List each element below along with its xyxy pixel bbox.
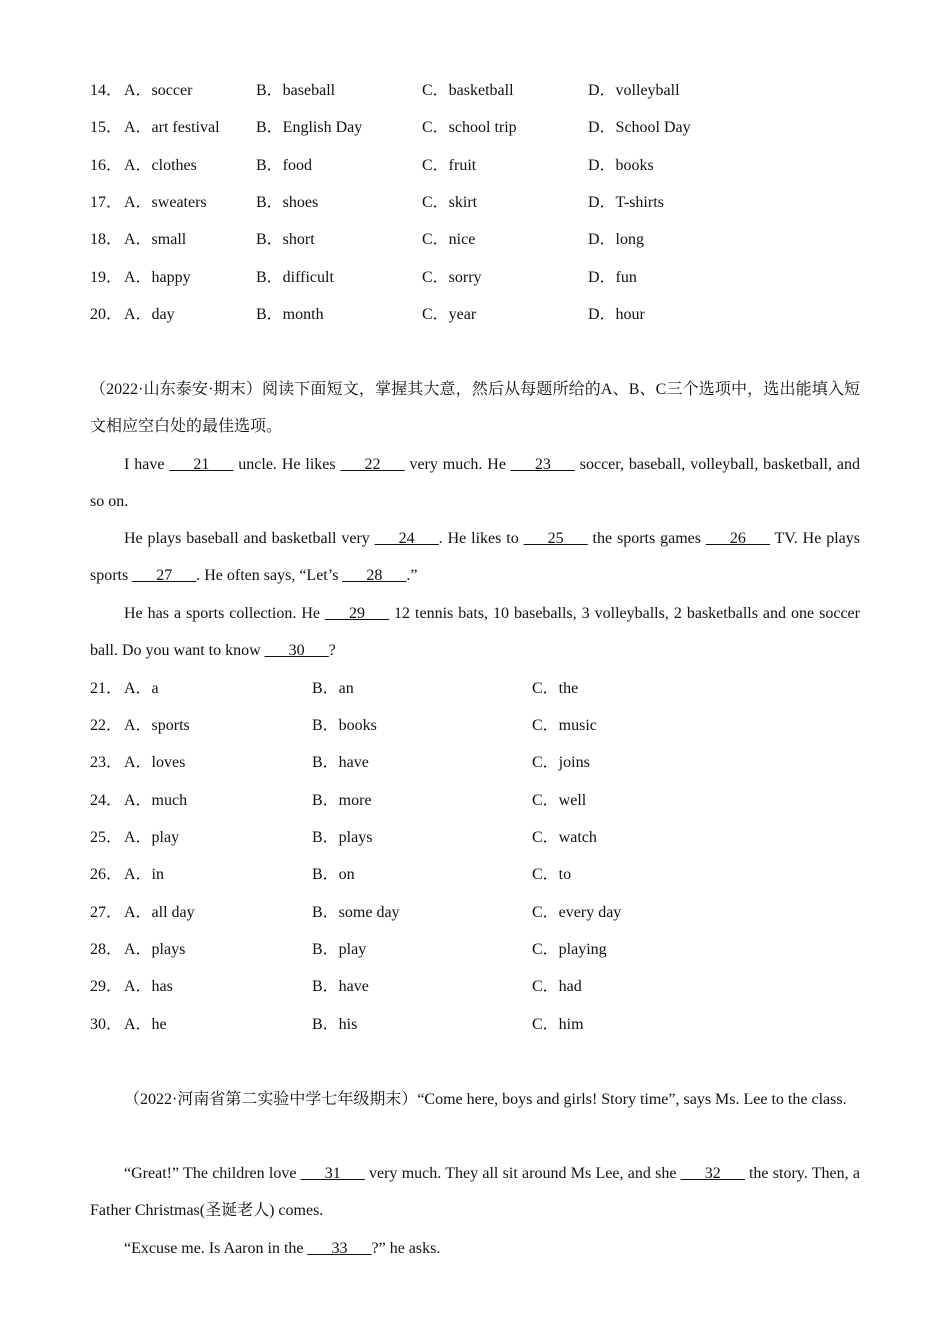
option-b: B．more: [312, 792, 372, 809]
option-a: A．play: [124, 829, 180, 846]
option-a: A．soccer: [124, 82, 193, 99]
option-c: C．year: [422, 306, 477, 323]
text: 12 tennis bats, 10 baseballs, 3 volleyballs, 2 basketballs and one soccer ball. Do you want to know: [90, 605, 860, 660]
option-b: B．his: [312, 1016, 358, 1033]
option-c: C．joins: [532, 754, 590, 771]
option-b: B．difficult: [256, 269, 334, 286]
passage-paragraph: [90, 446, 860, 521]
passage-intro: （2022·河南省第二实验中学七年级期末）“Come here, boys and girls! Story time”, says Ms. Lee to the class.: [124, 1091, 847, 1108]
option-c: C．nice: [422, 231, 476, 248]
option-b: B．month: [256, 306, 324, 323]
option-c: C．sorry: [422, 269, 482, 286]
text: .”: [406, 567, 418, 585]
blank-33: ___33___: [307, 1240, 372, 1257]
text: ?: [328, 642, 336, 660]
question-number: 20．: [90, 306, 123, 323]
text: . He often says, “Let’s: [196, 567, 343, 585]
option-a: A．sweaters: [124, 194, 207, 211]
text: He has a sports collection. He: [124, 605, 326, 622]
option-d: D．long: [588, 231, 645, 248]
question-number: 14．: [90, 82, 123, 99]
option-a: A．small: [124, 231, 187, 248]
option-c: C．skirt: [422, 194, 478, 211]
question-number: 21．: [90, 680, 123, 697]
question-number: 18．: [90, 231, 123, 248]
question-number: 29．: [90, 978, 123, 995]
option-d: D．hour: [588, 306, 645, 323]
option-a: A．all day: [124, 904, 195, 921]
blank-30: ___30___: [264, 642, 329, 660]
blank-29: ___29___: [325, 605, 390, 622]
text: soccer, baseball, volleyball, basketball, and so on.: [90, 456, 861, 511]
option-a: A．has: [124, 978, 173, 995]
option-b: B．books: [312, 717, 377, 734]
blank-31: ___31___: [300, 1165, 365, 1182]
option-c: C．the: [532, 680, 579, 697]
blank-25: ___25___: [523, 530, 588, 547]
option-c: C．basketball: [422, 82, 514, 99]
option-a: A．much: [124, 792, 188, 809]
text: I have: [124, 456, 170, 473]
blank-28: ___28___: [342, 567, 407, 585]
option-d: D．volleyball: [588, 82, 680, 99]
text: “Great!” The children love: [124, 1165, 301, 1182]
question-number: 26．: [90, 866, 123, 883]
passage-paragraph: [90, 1155, 860, 1230]
option-c: C．fruit: [422, 157, 477, 174]
question-number: 16．: [90, 157, 123, 174]
option-b: B．some day: [312, 904, 400, 921]
option-b: B．short: [256, 231, 315, 248]
option-c: C．school trip: [422, 119, 517, 136]
option-a: A．in: [124, 866, 165, 883]
option-c: C．him: [532, 1016, 584, 1033]
option-a: A．clothes: [124, 157, 197, 174]
option-c: C．playing: [532, 941, 607, 958]
text: TV. He plays sports: [90, 530, 860, 585]
option-d: D．books: [588, 157, 654, 174]
blank-27: ___27___: [132, 567, 197, 585]
option-b: B．an: [312, 680, 354, 697]
option-c: C．well: [532, 792, 587, 809]
option-a: A．a: [124, 680, 159, 697]
option-c: C．watch: [532, 829, 597, 846]
text: He plays baseball and basketball very: [124, 530, 375, 547]
question-number: 30．: [90, 1016, 123, 1033]
blank-21: ___21___: [169, 456, 234, 473]
option-b: B．plays: [312, 829, 373, 846]
option-a: A．sports: [124, 717, 190, 734]
option-b: B．play: [312, 941, 367, 958]
text: uncle. He likes: [233, 456, 341, 473]
text: ?” he asks.: [371, 1240, 441, 1257]
option-b: B．English Day: [256, 119, 363, 136]
passage-paragraph: [90, 520, 860, 595]
passage-intro: （2022·山东泰安·期末）阅读下面短文，掌握其大意，然后从每题所给的A、B、C三个选项中，选出能填入短文相应空白处的最佳选项。: [90, 381, 860, 436]
option-a: A．happy: [124, 269, 191, 286]
option-b: B．on: [312, 866, 355, 883]
option-a: A．loves: [124, 754, 186, 771]
question-number: 24．: [90, 792, 123, 809]
option-b: B．have: [312, 754, 369, 771]
text: “Excuse me. Is Aaron in the: [124, 1240, 308, 1257]
option-c: C．every day: [532, 904, 622, 921]
option-a: A．art festival: [124, 119, 220, 136]
text: the story. Then, a Father Christmas(圣诞老人) comes.: [90, 1165, 860, 1220]
option-a: A．he: [124, 1016, 167, 1033]
question-number: 27．: [90, 904, 123, 921]
option-d: D．T-shirts: [588, 194, 664, 211]
option-b: B．food: [256, 157, 313, 174]
question-number: 25．: [90, 829, 123, 846]
question-number: 28．: [90, 941, 123, 958]
passage-paragraph: [90, 595, 860, 670]
text: very much. He: [404, 456, 511, 473]
question-number: 23．: [90, 754, 123, 771]
option-a: A．plays: [124, 941, 186, 958]
question-number: 15．: [90, 119, 123, 136]
blank-23: ___23___: [510, 456, 575, 473]
question-number: 19．: [90, 269, 123, 286]
blank-22: ___22___: [340, 456, 405, 473]
option-d: D．School Day: [588, 119, 691, 136]
blank-32: ___32___: [680, 1165, 745, 1182]
question-number: 17．: [90, 194, 123, 211]
option-c: C．music: [532, 717, 597, 734]
text: very much. They all sit around Ms Lee, and she: [364, 1165, 681, 1182]
passage-paragraph: [90, 1230, 860, 1267]
text: . He likes to: [438, 530, 524, 547]
option-b: B．baseball: [256, 82, 336, 99]
option-c: C．to: [532, 866, 572, 883]
option-b: B．shoes: [256, 194, 319, 211]
option-a: A．day: [124, 306, 175, 323]
option-d: D．fun: [588, 269, 637, 286]
option-b: B．have: [312, 978, 369, 995]
blank-24: ___24___: [374, 530, 439, 547]
text: the sports games: [587, 530, 706, 547]
option-c: C．had: [532, 978, 582, 995]
question-number: 22．: [90, 717, 123, 734]
blank-26: ___26___: [705, 530, 770, 547]
